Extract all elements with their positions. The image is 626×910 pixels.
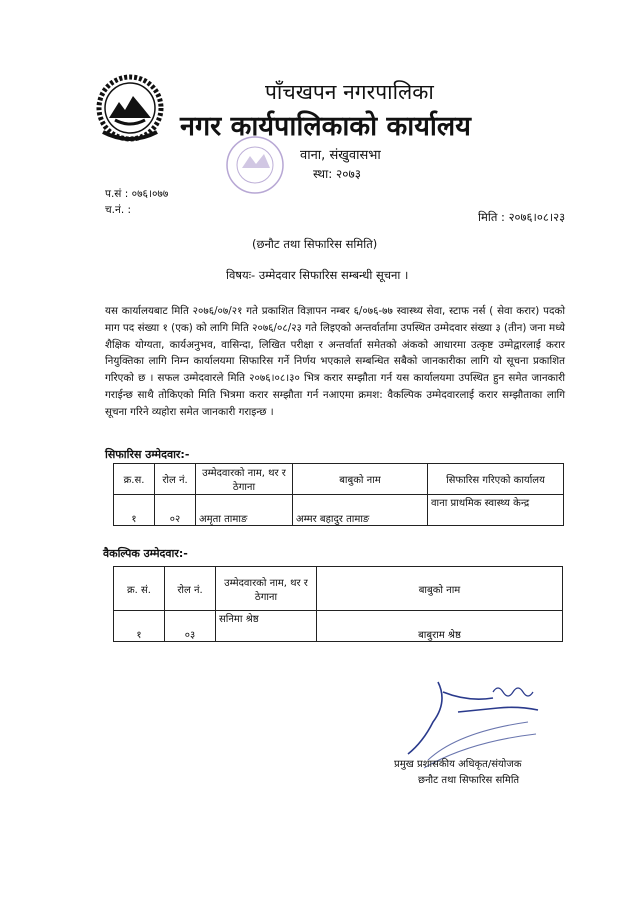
- table-header-row: [114, 464, 564, 495]
- table-row: [114, 495, 564, 526]
- column-header: क्र.स.: [114, 464, 155, 495]
- signatory-title: प्रमुख प्रशासकीय अधिकृत/संयोजक: [394, 759, 522, 770]
- established-year: स्था: २०७३: [313, 167, 362, 181]
- column-header: रोल नं.: [165, 567, 216, 611]
- signatory-committee: छनौट तथा सिफारिस समिति: [418, 775, 520, 786]
- alternate-table: [113, 566, 563, 642]
- notice-body: यस कार्यालयबाट मिति २०७६/०७/२१ गते प्रकाशित विज्ञापन नम्बर ६/०७६-७७ स्वास्थ्य सेवा, स्टाफ नर्स ( सेवा करार) पदको माग पद संख्या १ (एक) को लागि मिति २०७६/०८/२३ गते लिइएको अन्तर्वार्तामा उपस्थित उम्मेदवार संख्या ३ (तीन) जना मध्ये शैक्षिक योग्यता, कार्यअनुभव, वासिन्दा, लिखित परीक्षा र अन्तर्वार्ता समेतको अंकको आधारमा उत्कृष्ट उम्मेद्वारलाई करार नियुक्तिका लागि निम्न कार्यालयमा सिफारिस गर्ने निर्णय भएकाले सम्बन्धित सबैको जानकारीका लागि यो सूचना प्रकाशित गरिएको छ । सफल उम्मेदवारले मिति २०७६।०८।३० भित्र करार सम्झौता गर्न यस कार्यालयमा उपस्थित हुन समेत जानकारी गराईन्छ साथै तोकिएको मिति भित्रमा करार सम्झौता गर्न नआएमा क्रमश: वैकल्पिक उम्मेदवारलाई करार सम्झौताका लागि सूचना गरिने व्यहोरा समेत जानकारी गराइन्छ ।: [105, 305, 565, 418]
- office-address: वाना, संखुवासभा: [300, 148, 381, 163]
- dispatch-number: च.नं. :: [105, 204, 132, 216]
- column-header: सिफारिस गरिएको कार्यालय: [428, 464, 564, 495]
- table-row: [114, 611, 563, 642]
- office-name: नगर कार्यपालिकाको कार्यालय: [180, 111, 471, 142]
- municipality-name: पाँचखपन नगरपालिका: [265, 80, 434, 104]
- recommended-table: [113, 463, 564, 526]
- table-header-row: [114, 567, 563, 611]
- serial-cell: १: [114, 611, 165, 642]
- column-header: बाबुको नाम: [293, 464, 428, 495]
- recommended-heading: सिफारिस उम्मेदवार:-: [105, 448, 190, 461]
- father-name-cell: बाबुराम श्रेष्ठ: [317, 611, 563, 642]
- municipality-emblem: [95, 72, 165, 148]
- candidate-name-cell: सनिमा श्रेष्ठ: [216, 611, 317, 642]
- letter-date: मिति : २०७६।०८।२३: [478, 210, 566, 224]
- column-header: क्र. सं.: [114, 567, 165, 611]
- candidate-name-cell: अमृता तामाङ: [196, 495, 293, 526]
- alternate-heading: वैकल्पिक उम्मेदवार:-: [103, 547, 188, 560]
- column-header: उम्मेदवारको नाम, थर र ठेगाना: [196, 464, 293, 495]
- roll-cell: ०२: [155, 495, 196, 526]
- office-cell: वाना प्राथमिक स्वास्थ्य केन्द्र: [428, 495, 564, 526]
- serial-cell: १: [114, 495, 155, 526]
- subject-line: विषयः- उम्मेदवार सिफारिस सम्बन्धी सूचना ।: [226, 268, 409, 282]
- column-header: रोल नं.: [155, 464, 196, 495]
- letter-number: प.सं : ०७६।०७७: [105, 188, 169, 200]
- roll-cell: ०३: [165, 611, 216, 642]
- committee-name: (छनौट तथा सिफारिस समिति): [252, 237, 378, 251]
- column-header: उम्मेदवारको नाम, थर र ठेगाना: [216, 567, 317, 611]
- column-header: बाबुको नाम: [317, 567, 563, 611]
- father-name-cell: अम्मर बहादुर तामाङ: [293, 495, 428, 526]
